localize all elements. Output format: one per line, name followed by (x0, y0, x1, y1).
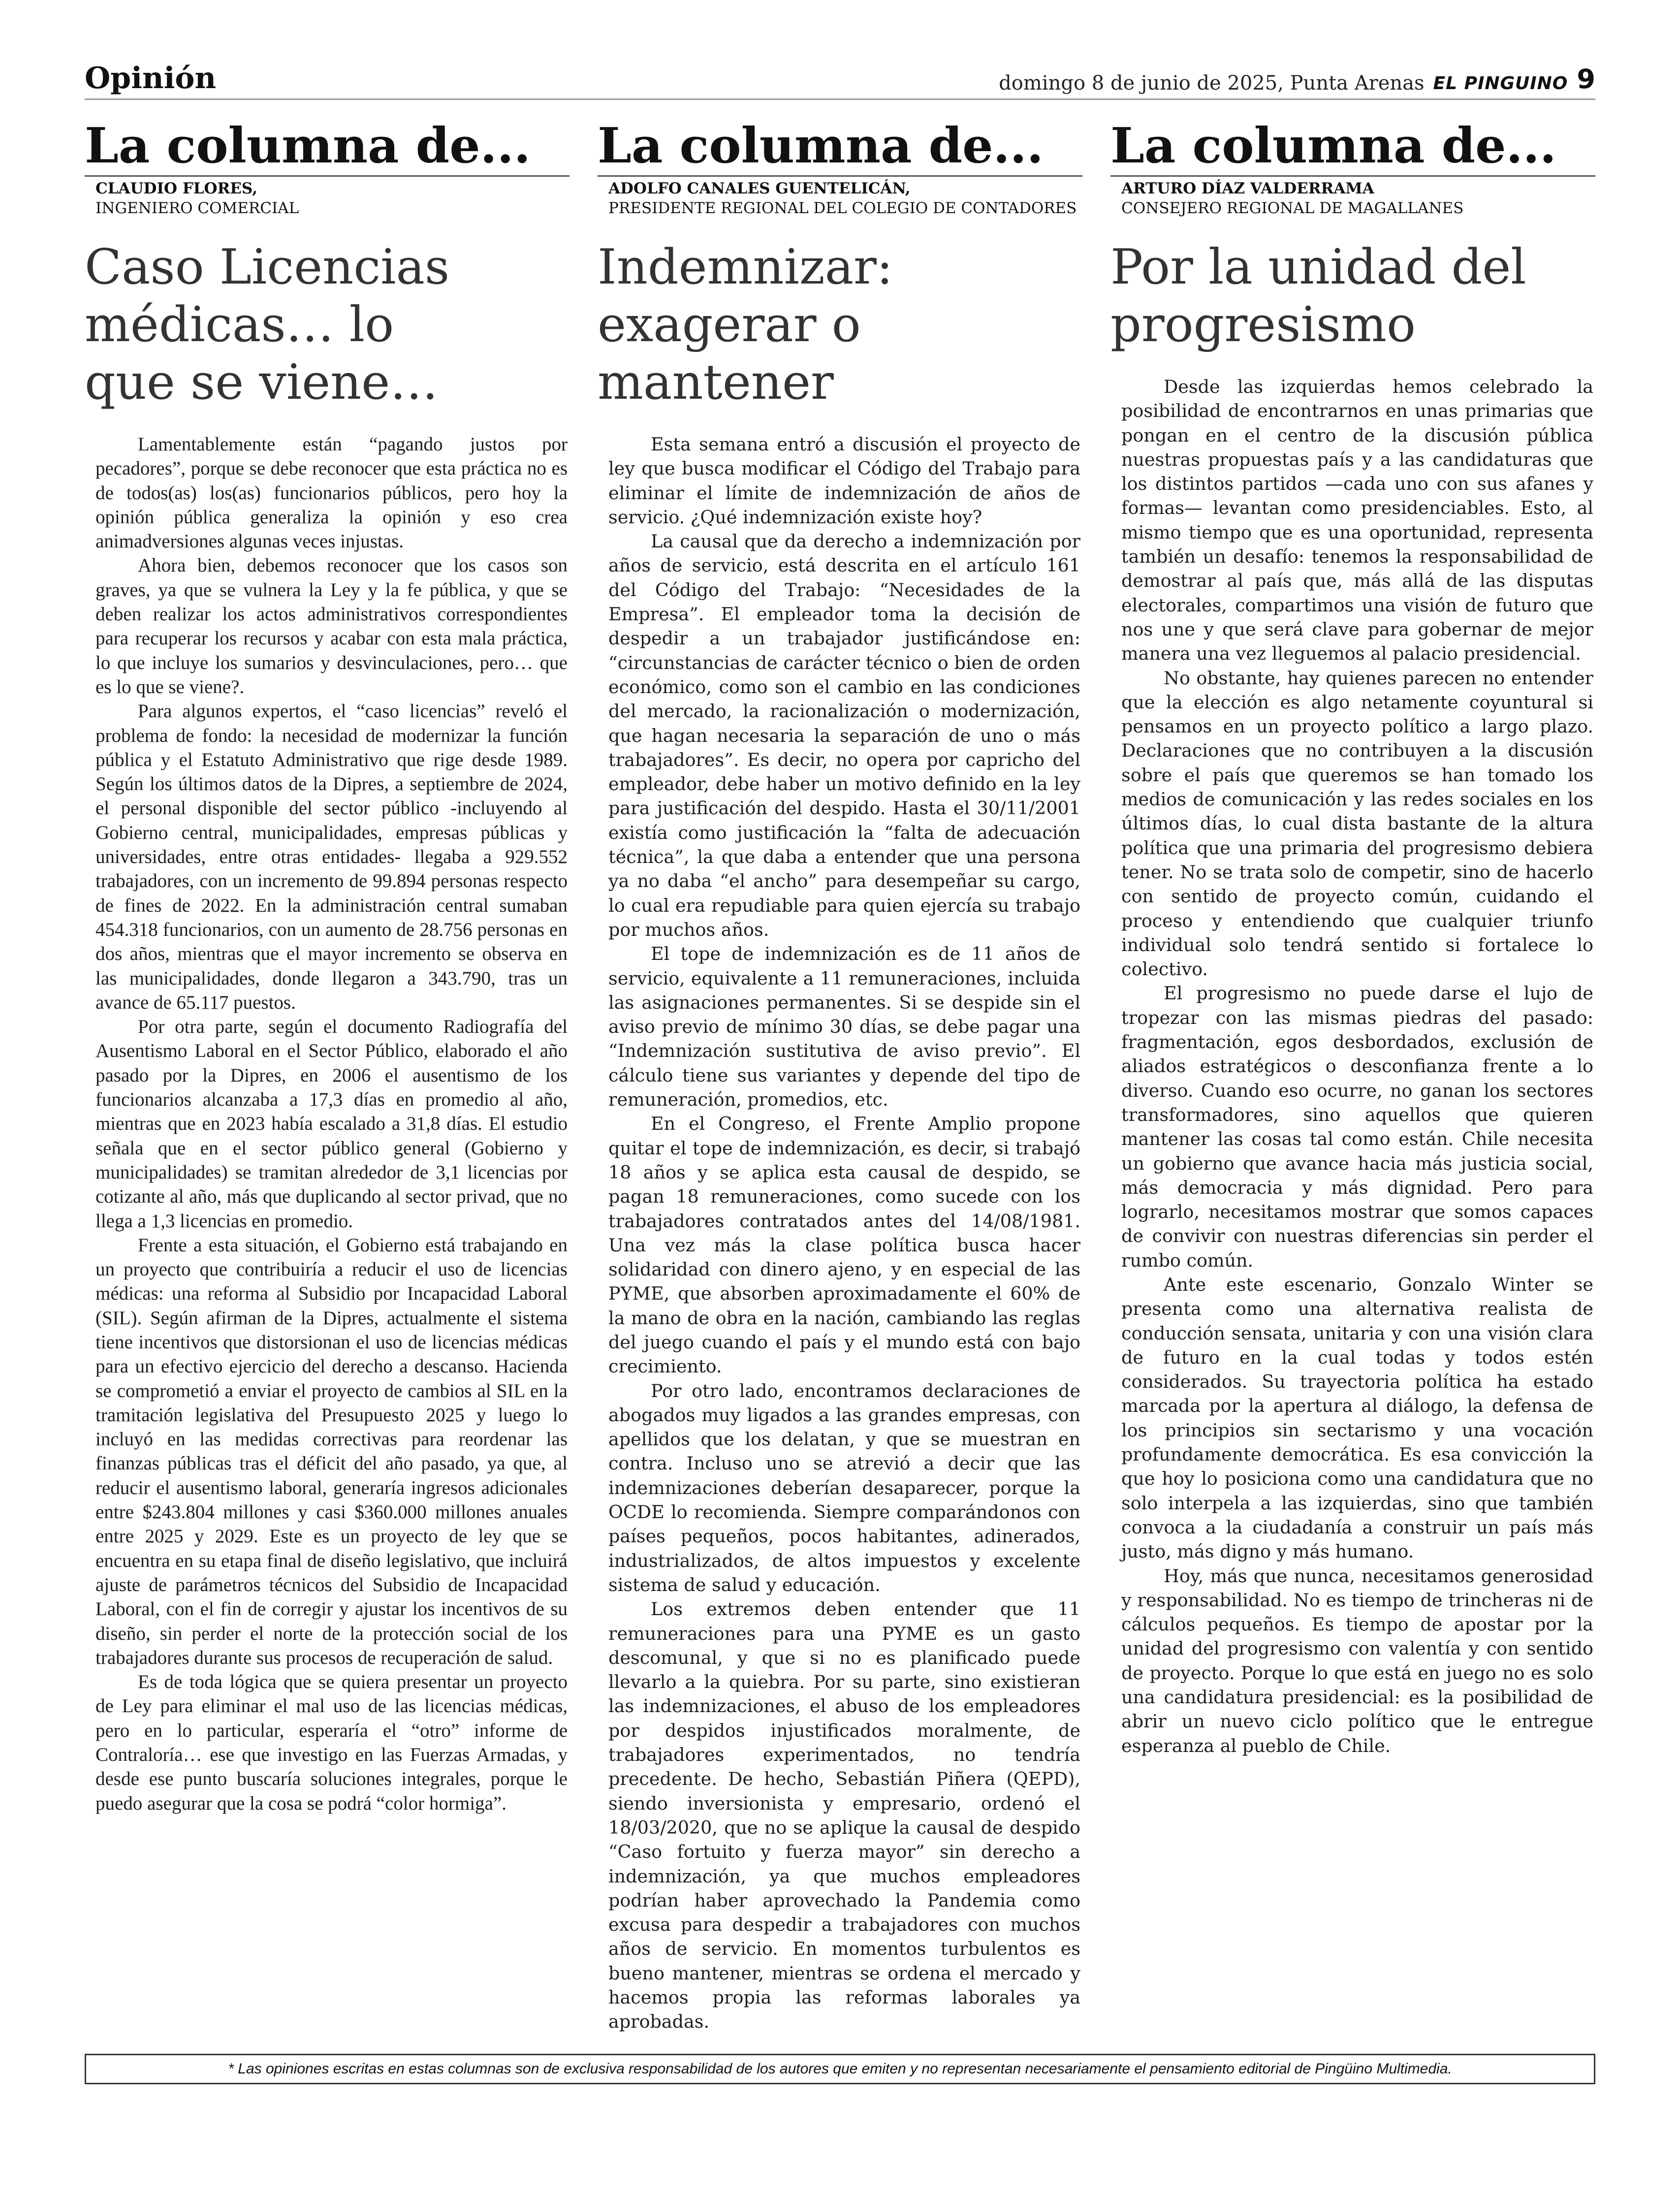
paragraph: Por otro lado, encontramos declaraciones de abogados muy ligados a las grandes empresas, con apellidos que los delatan, y que se muestran en contra. Incluso uno se atrevió a decir que las indemnizaciones deberían desaparecer, porque la OCDE lo recomienda. Siempre comparándonos con países pequeños, pocos habitantes, adinerados, industrializados, de altos impuestos y excelente sistema de salud y educación. (608, 1380, 1080, 1595)
paragraph: Hoy, más que nunca, necesitamos generosidad y responsabilidad. No es tiempo de trincheras ni de cálculos pequeños. Es tiempo de apostar por la unidad del progresismo con valentía y con sentido de proyecto. Porque lo que está en juego no es solo una candidatura presidencial: es la posibilidad de abrir un nuevo ciclo político que le entregue esperanza al pueblo de Chile. (1121, 1565, 1593, 1756)
paragraph: Es de toda lógica que se quiera presentar un proyecto de Ley para eliminar el mal uso de las licencias médicas, pero en lo particular, esperaría el “otro” informe de Contraloría… ese que investigo en las Fuerzas Armadas, y desde ese punto buscaría soluciones integrales, porque le puedo asegurar que la cosa se podrá “color hormiga”. (95, 1671, 568, 1814)
paragraph: Frente a esta situación, el Gobierno está trabajando en un proyecto que contribuiría a reducir el uso de licencias médicas: una reforma al Subsidio por Incapacidad Laboral (SIL). Según afirman de la Dipres, actualmente el sistema tiene incentivos que distorsionan el uso de licencias médicas para un efectivo ejercicio del derecho a descanso. Hacienda se comprometió a enviar el proyecto de cambios al SIL en la tramitación legislativa del Presupuesto 2025 y luego lo incluyó en las medidas correctivas para reordenar las finanzas públicas tras el déficit del año pasado, ya que, al reducir el ausentismo laboral, generaría ingresos adicionales entre $243.804 millones y casi $360.000 millones anuales entre 2025 y 2029. Este es un proyecto de ley que se encuentra en su etapa final de diseño legislativo, que incluirá ajuste de parámetros técnicos del Subsidio de Incapacidad Laboral, con el fin de corregir y ajustar los incentivos de su diseño, sin perder el norte de la protección social de los trabajadores durante sus procesos de recuperación de salud. (95, 1234, 568, 1668)
paragraph: Ahora bien, debemos reconocer que los casos son graves, ya que se vulnera la Ley y la fe pública, y que se deben realizar los actos administrativos correspondientes para recuperar los recursos y acabar con esta mala práctica, lo que incluye los sumarios y desvinculaciones, pero… que es lo que se viene?. (95, 555, 568, 698)
column-label: La columna de... (598, 118, 1082, 177)
column-label: La columna de... (1110, 118, 1595, 177)
page-number: 9 (1577, 64, 1595, 95)
author-name: ADOLFO CANALES GUENTELICÁN, (608, 180, 911, 197)
column-3 (1110, 118, 1595, 1758)
section-title: Opinión (85, 61, 217, 96)
paragraph: Esta semana entró a discusión el proyecto de ley que busca modificar el Código del Trabajo para eliminar el límite de indemnización de años de servicio. ¿Qué indemnización existe hoy? (608, 434, 1080, 528)
article-body (598, 432, 1082, 2034)
disclaimer-text: * Las opiniones escritas en estas columnas son de exclusiva responsabilidad de los autores que emiten y no representan necesariamente el pensamiento editorial de Pingüino Multimedia. (228, 2061, 1452, 2077)
article-title: Por la unidad del progresismo (1110, 239, 1526, 353)
author-name: CLAUDIO FLORES, (95, 180, 258, 197)
paragraph: Lamentablemente están “pagando justos por pecadores”, porque se debe reconocer que esta práctica no es de todos(as) los(as) funcionarios públicos, pero hoy la opinión pública generaliza la opinión y eso crea animadversiones algunas veces injustas. (95, 434, 568, 552)
paragraph: La causal que da derecho a indemnización por años de servicio, está descrita en el artículo 161 del Código del Trabajo: “Necesidades de la Empresa”. El empleador toma la decisión de despedir a un trabajador justificándose en: “circunstancias de carácter técnico o bien de orden económico, como son el cambio en las condiciones del mercado, la racionalización o modernización, que hagan necesaria la separación de uno o más trabajadores”. Es decir, no opera por capricho del empleador, debe haber un motivo definido en la ley para justificación del despido. Hasta el 30/11/2001 existía como justificación la “falta de adecuación técnica”, la que daba a entender que una persona ya no daba “el ancho” para desempeñar su cargo, lo cual era repudiable para quien ejercía su trabajo por muchos años. (608, 531, 1080, 940)
author-role: INGENIERO COMERCIAL (95, 199, 299, 217)
paragraph: Ante este escenario, Gonzalo Winter se presenta como una alternativa realista de conducción sensata, unitaria y con una visión clara de futuro en la cual todas y todos estén considerados. Su trayectoria política ha estado marcada por la apertura al diálogo, la defensa de los principios sin sectarismo y una vocación profundamente democrática. Es esa convicción la que hoy lo posiciona como una candidatura que no solo interpela a las izquierdas, sino que también convoca a la ciudadanía a construir un país más justo, más digno y más humano. (1121, 1274, 1593, 1562)
paragraph: El tope de indemnización es de 11 años de servicio, equivalente a 11 remuneraciones, incluida las asignaciones permanentes. Si se despide sin el aviso previo de mínimo 30 días, se debe pagar una “Indemnización sustitutiva de aviso previo”. El cálculo tiene sus variantes y depende del tipo de remuneración, promedios, etc. (608, 943, 1080, 1111)
article-body (1110, 375, 1595, 1758)
paragraph: Desde las izquierdas hemos celebrado la posibilidad de encontrarnos en unas primarias que pongan en el centro de la discusión pública nuestras propuestas país y a las candidaturas que los distintos partidos —cada uno con sus afanes y formas— levantan como presidenciables. Esto, al mismo tiempo que es una oportunidad, representa también un desafío: tenemos la responsabilidad de demostrar al país que, más allá de las disputas electorales, compartimos una visión de futuro que nos une y que será clave para gobernar de mejor manera una vez lleguemos al palacio presidencial. (1121, 376, 1593, 665)
author-role: PRESIDENTE REGIONAL DEL COLEGIO DE CONTADORES (608, 199, 1077, 217)
author-role: CONSEJERO REGIONAL DE MAGALLANES (1121, 199, 1464, 217)
brand-logo: EL PINGUINO (1433, 73, 1568, 94)
column-label: La columna de... (85, 118, 570, 177)
paragraph: Por otra parte, según el documento Radiografía del Ausentismo Laboral en el Sector Público, elaborado el año pasado por la Dipres, en 2006 el ausentismo de los funcionarios alcanzaba a 17,3 días en promedio al año, mientras que en 2023 había escalado a 31,8 días. El estudio señala que en el sector público general (Gobierno y municipalidades) se tramitan alrededor de 3,1 licencias por cotizante al año, más que duplicando al sector privad, que no llega a 1,3 licencias en promedio. (95, 1016, 568, 1232)
paragraph: El progresismo no puede darse el lujo de tropezar con las mismas piedras del pasado: fragmentación, egos desbordados, exclusión de aliados estratégicos o desconfianza frente a lo diverso. Cuando eso ocurre, no ganan los sectores transformadores, sino aquellos que quieren mantener las cosas tal como están. Chile necesita un gobierno que avance hacia más justicia social, más democracia y más dignidad. Pero para lograrlo, necesitamos mostrar que somos capaces de convivir con nuestras diferencias sin perder el rumbo común. (1121, 983, 1593, 1271)
column-2 (598, 118, 1082, 2034)
article-body (85, 432, 570, 1816)
paragraph: Para algunos expertos, el “caso licencias” reveló el problema de fondo: la necesidad de modernizar la función pública y el Estatuto Administrativo que rige desde 1989. Según los últimos datos de la Dipres, a septiembre de 2024, el personal disponible del sector público -incluyendo al Gobierno central, municipalidades, empresas públicas y universidades, entre otras entidades- llegaba a 929.552 trabajadores, con un incremento de 99.894 personas respecto de fines de 2022. En la administración central sumaban 454.318 funcionarios, con un aumento de 28.756 personas en dos años, mientras que el mayor incremento se observa en las municipalidades, donde llegaron a 343.790, tras un avance de 65.117 puestos. (95, 701, 568, 1013)
page-header (85, 58, 1595, 100)
disclaimer-box (85, 2054, 1595, 2084)
article-title: Indemnizar: exagerar o mantener (598, 239, 893, 411)
paragraph: Los extremos deben entender que 11 remuneraciones para una PYME es un gasto descomunal, y que si no es planificado puede llevarlo a la quiebra. Por su parte, sino existieran las indemnizaciones, el abuso de los empleadores por despidos injustificados moralmente, de trabajadores experimentados, no tendría precedente. De hecho, Sebastián Piñera (QEPD), siendo inversionista y empresario, ordenó el 18/03/2020, que no se aplique la causal de despido “Caso fortuito y fuerza mayor” sin derecho a indemnización, ya que muchos empleadores podrían haber aprovechado la Pandemia como excusa para despedir a trabajadores con muchos años de servicio. En momentos turbulentos es bueno mantener, mientras se ordena el mercado y hacemos propia las reformas laborales ya aprobadas. (608, 1598, 1080, 2033)
author-name: ARTURO DÍAZ VALDERRAMA (1121, 180, 1374, 197)
date-line: domingo 8 de junio de 2025, Punta Arenas (999, 72, 1425, 95)
article-title: Caso Licencias médicas… lo que se viene… (85, 239, 450, 411)
column-1 (85, 118, 570, 1816)
paragraph: No obstante, hay quienes parecen no entender que la elección es algo netamente coyuntural si pensamos en un proyecto político a largo plazo. Declaraciones que no contribuyen a la discusión sobre el país que queremos se han tomado los medios de comunicación y las redes sociales en los últimos días, lo cual dista bastante de la altura política que una primaria del progresismo debiera tener. No se trata solo de competir, sino de hacerlo con sentido de proyecto común, cuidando el proceso y entendiendo que cualquier triunfo individual solo tendrá sentido si fortalece lo colectivo. (1121, 667, 1593, 980)
paragraph: En el Congreso, el Frente Amplio propone quitar el tope de indemnización, es decir, si trabajó 18 años y se aplica esta causal de despido, se pagan 18 remuneraciones, como sucede con los trabajadores contratados antes del 14/08/1981. Una vez más la clase política busca hacer solidaridad con dinero ajeno, y en especial de las PYME, que absorben aproximadamente el 60% de la mano de obra en la nación, cambiando las reglas del juego cuando el país y el mundo está con bajo crecimiento. (608, 1113, 1080, 1377)
header-meta (999, 64, 1595, 95)
